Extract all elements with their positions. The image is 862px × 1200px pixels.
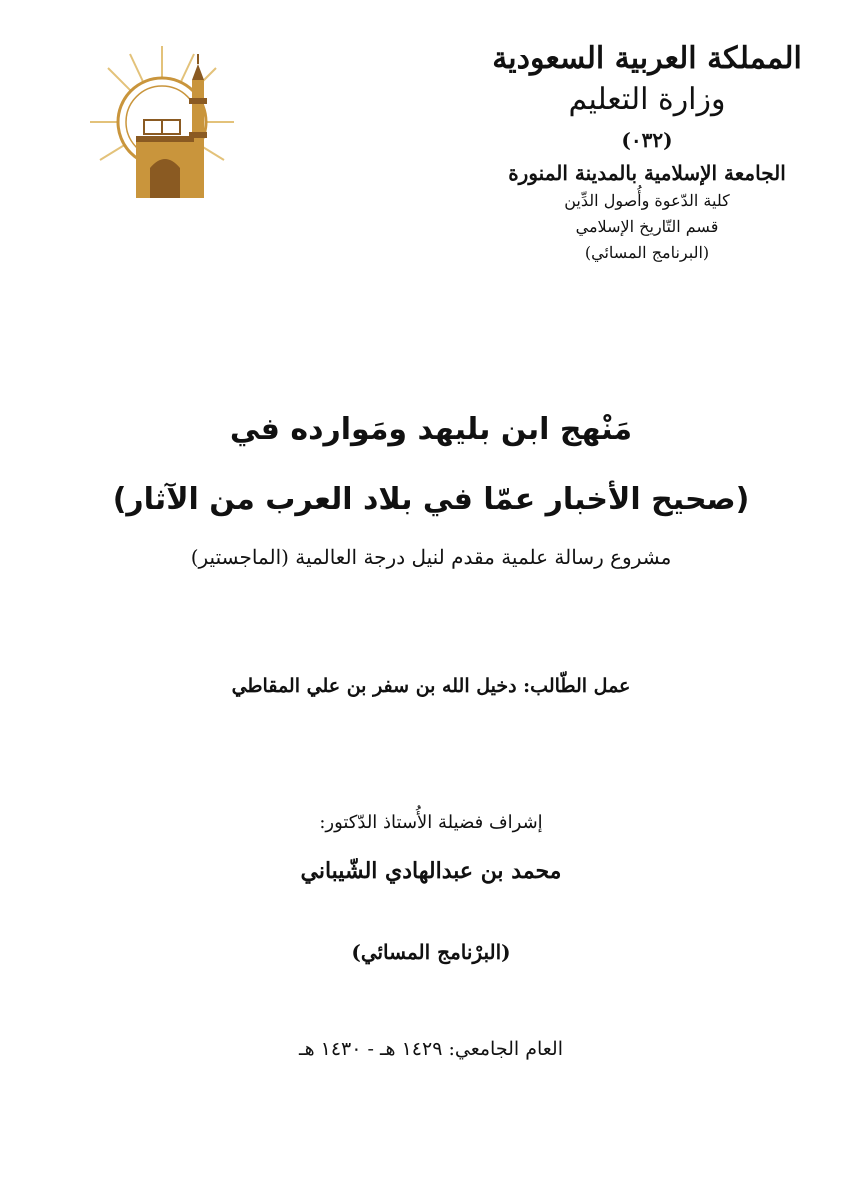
university-logo bbox=[88, 40, 236, 205]
program-name: (البرنامج المسائي) bbox=[584, 243, 710, 262]
thesis-subtitle: مشروع رسالة علمية مقدم لنيل درجة العالمية (الماجستير) bbox=[190, 545, 672, 569]
student-name: عمل الطّالب: دخيل الله بن سفر بن علي المقاطي bbox=[231, 675, 631, 697]
ministry-name: وزارة التعليم bbox=[568, 82, 726, 117]
supervisor-name: محمد بن عبدالهادي الشّيباني bbox=[300, 858, 562, 884]
program-label: (البرْنامج المسائي) bbox=[351, 940, 511, 964]
university-emblem-icon bbox=[88, 40, 236, 205]
department-name: قسم التّاريخ الإسلامي bbox=[575, 217, 719, 236]
university-name: الجامعة الإسلامية بالمدينة المنورة bbox=[508, 161, 786, 185]
thesis-title-line2: (صحيح الأخبار عمّا في بلاد العرب من الآثار) bbox=[112, 482, 750, 517]
reference-code: (٠٣٢) bbox=[621, 128, 673, 152]
academic-year: العام الجامعي: ١٤٢٩ هـ - ١٤٣٠ هـ bbox=[299, 1038, 563, 1060]
college-name: كلية الدّعوة وأُصول الدِّين bbox=[564, 191, 730, 210]
thesis-title-line1: مَنْهج ابن بليهد ومَوارده في bbox=[229, 412, 633, 447]
supervisor-label: إشراف فضيلة الأُستاذ الدّكتور: bbox=[319, 812, 543, 833]
institution-header bbox=[482, 40, 812, 266]
kingdom-name: المملكة العربية السعودية bbox=[492, 41, 802, 76]
